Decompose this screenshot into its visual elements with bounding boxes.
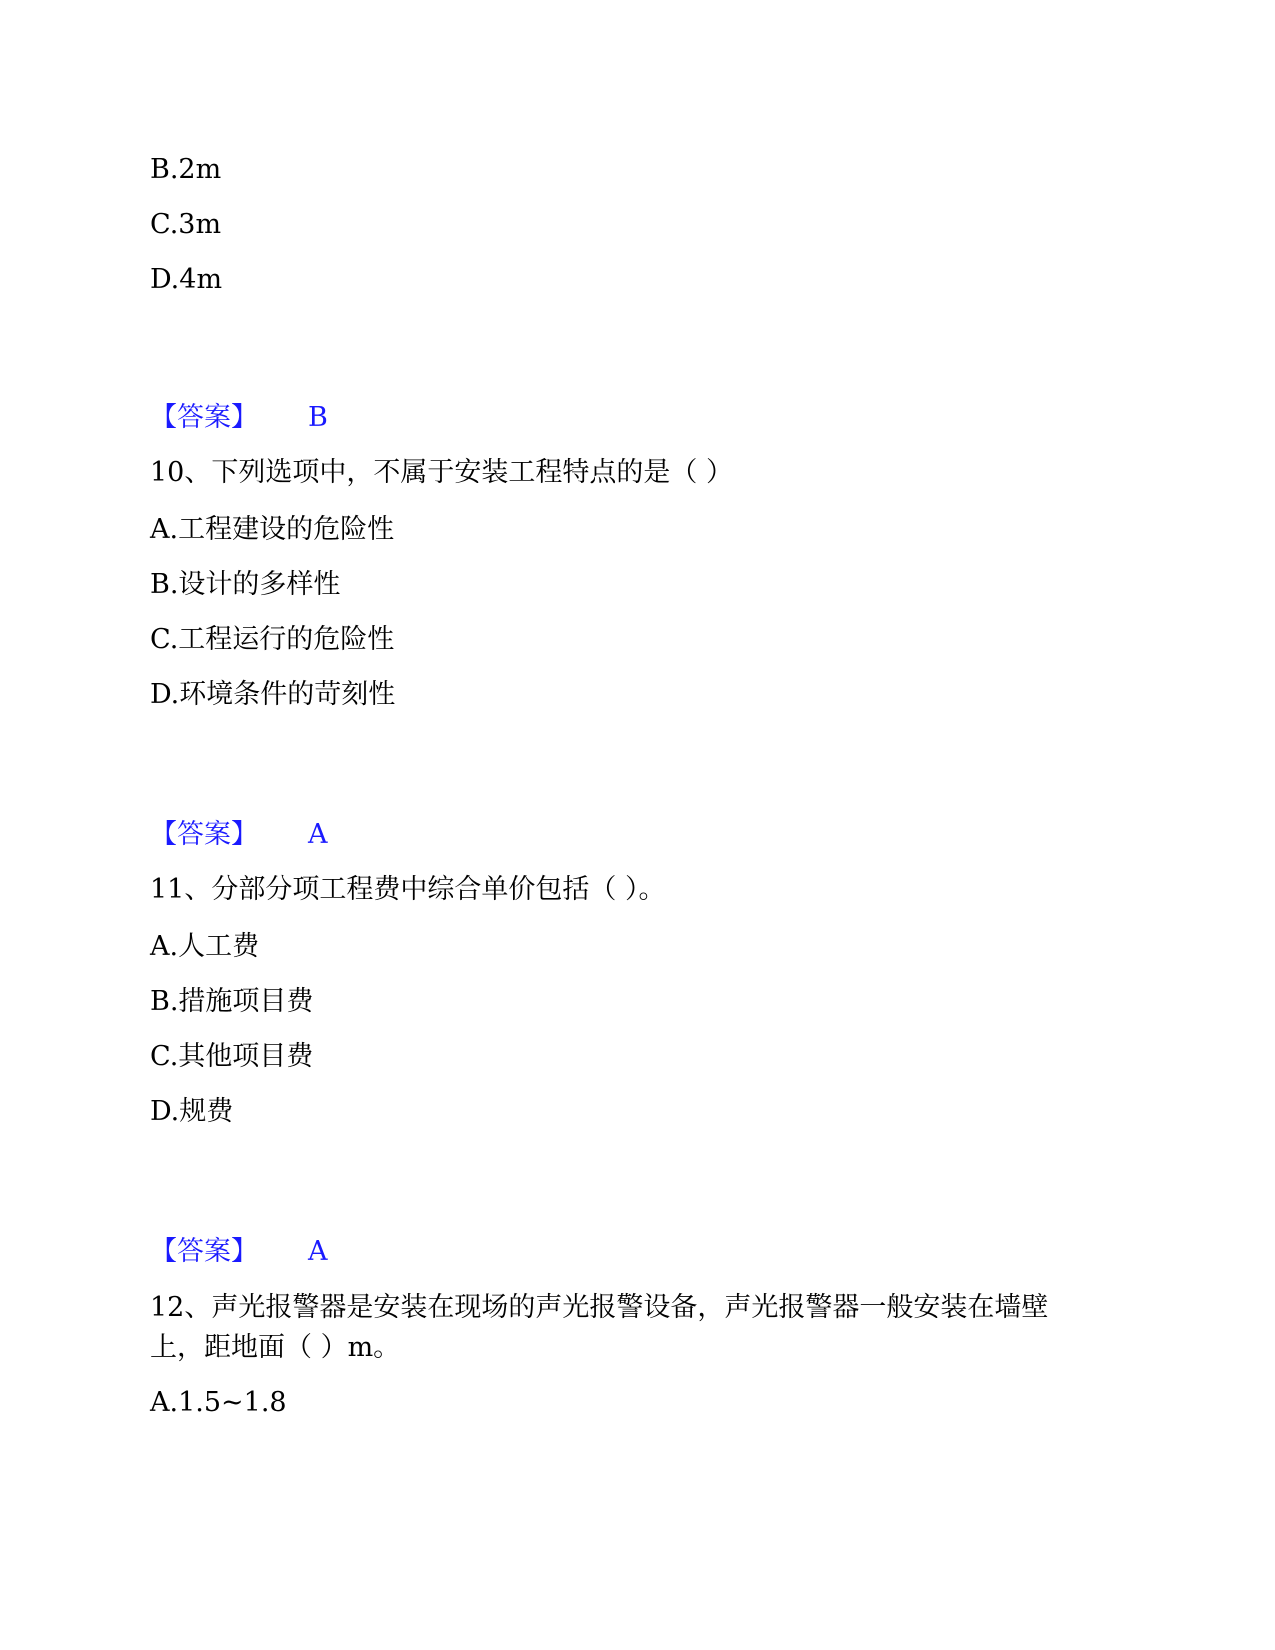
- answer-value: B: [308, 402, 328, 433]
- q9-option-d: D.4m: [150, 264, 223, 295]
- q12-option-a: A.1.5~1.8: [150, 1387, 287, 1418]
- answer-label: 【答案】: [150, 402, 258, 433]
- q12-question-line2: 上，距地面（ ）m。: [150, 1332, 401, 1363]
- q11-option-a: A.人工费: [150, 931, 260, 962]
- q10-option-d: D.环境条件的苛刻性: [150, 679, 396, 710]
- q11-option-d: D.规费: [150, 1096, 234, 1127]
- q10-question: 10、下列选项中，不属于安装工程特点的是（ ）: [150, 457, 733, 488]
- q12-question-line1: 12、声光报警器是安装在现场的声光报警设备，声光报警器一般安装在墙壁: [150, 1292, 1049, 1323]
- q10-answer: [150, 817, 328, 853]
- q11-answer: [150, 1234, 328, 1270]
- answer-label: 【答案】: [150, 1236, 258, 1267]
- q11-option-c: C.其他项目费: [150, 1041, 314, 1072]
- q11-question: 11、分部分项工程费中综合单价包括（ ）。: [150, 874, 666, 905]
- answer-value: A: [308, 1236, 328, 1267]
- answer-value: A: [308, 819, 328, 850]
- q10-option-c: C.工程运行的危险性: [150, 624, 395, 655]
- q10-option-b: B.设计的多样性: [150, 569, 341, 600]
- q9-answer: [150, 400, 328, 436]
- q11-option-b: B.措施项目费: [150, 986, 314, 1017]
- q9-option-c: C.3m: [150, 209, 222, 240]
- answer-label: 【答案】: [150, 819, 258, 850]
- q9-option-b: B.2m: [150, 154, 222, 185]
- q10-option-a: A.工程建设的危险性: [150, 514, 395, 545]
